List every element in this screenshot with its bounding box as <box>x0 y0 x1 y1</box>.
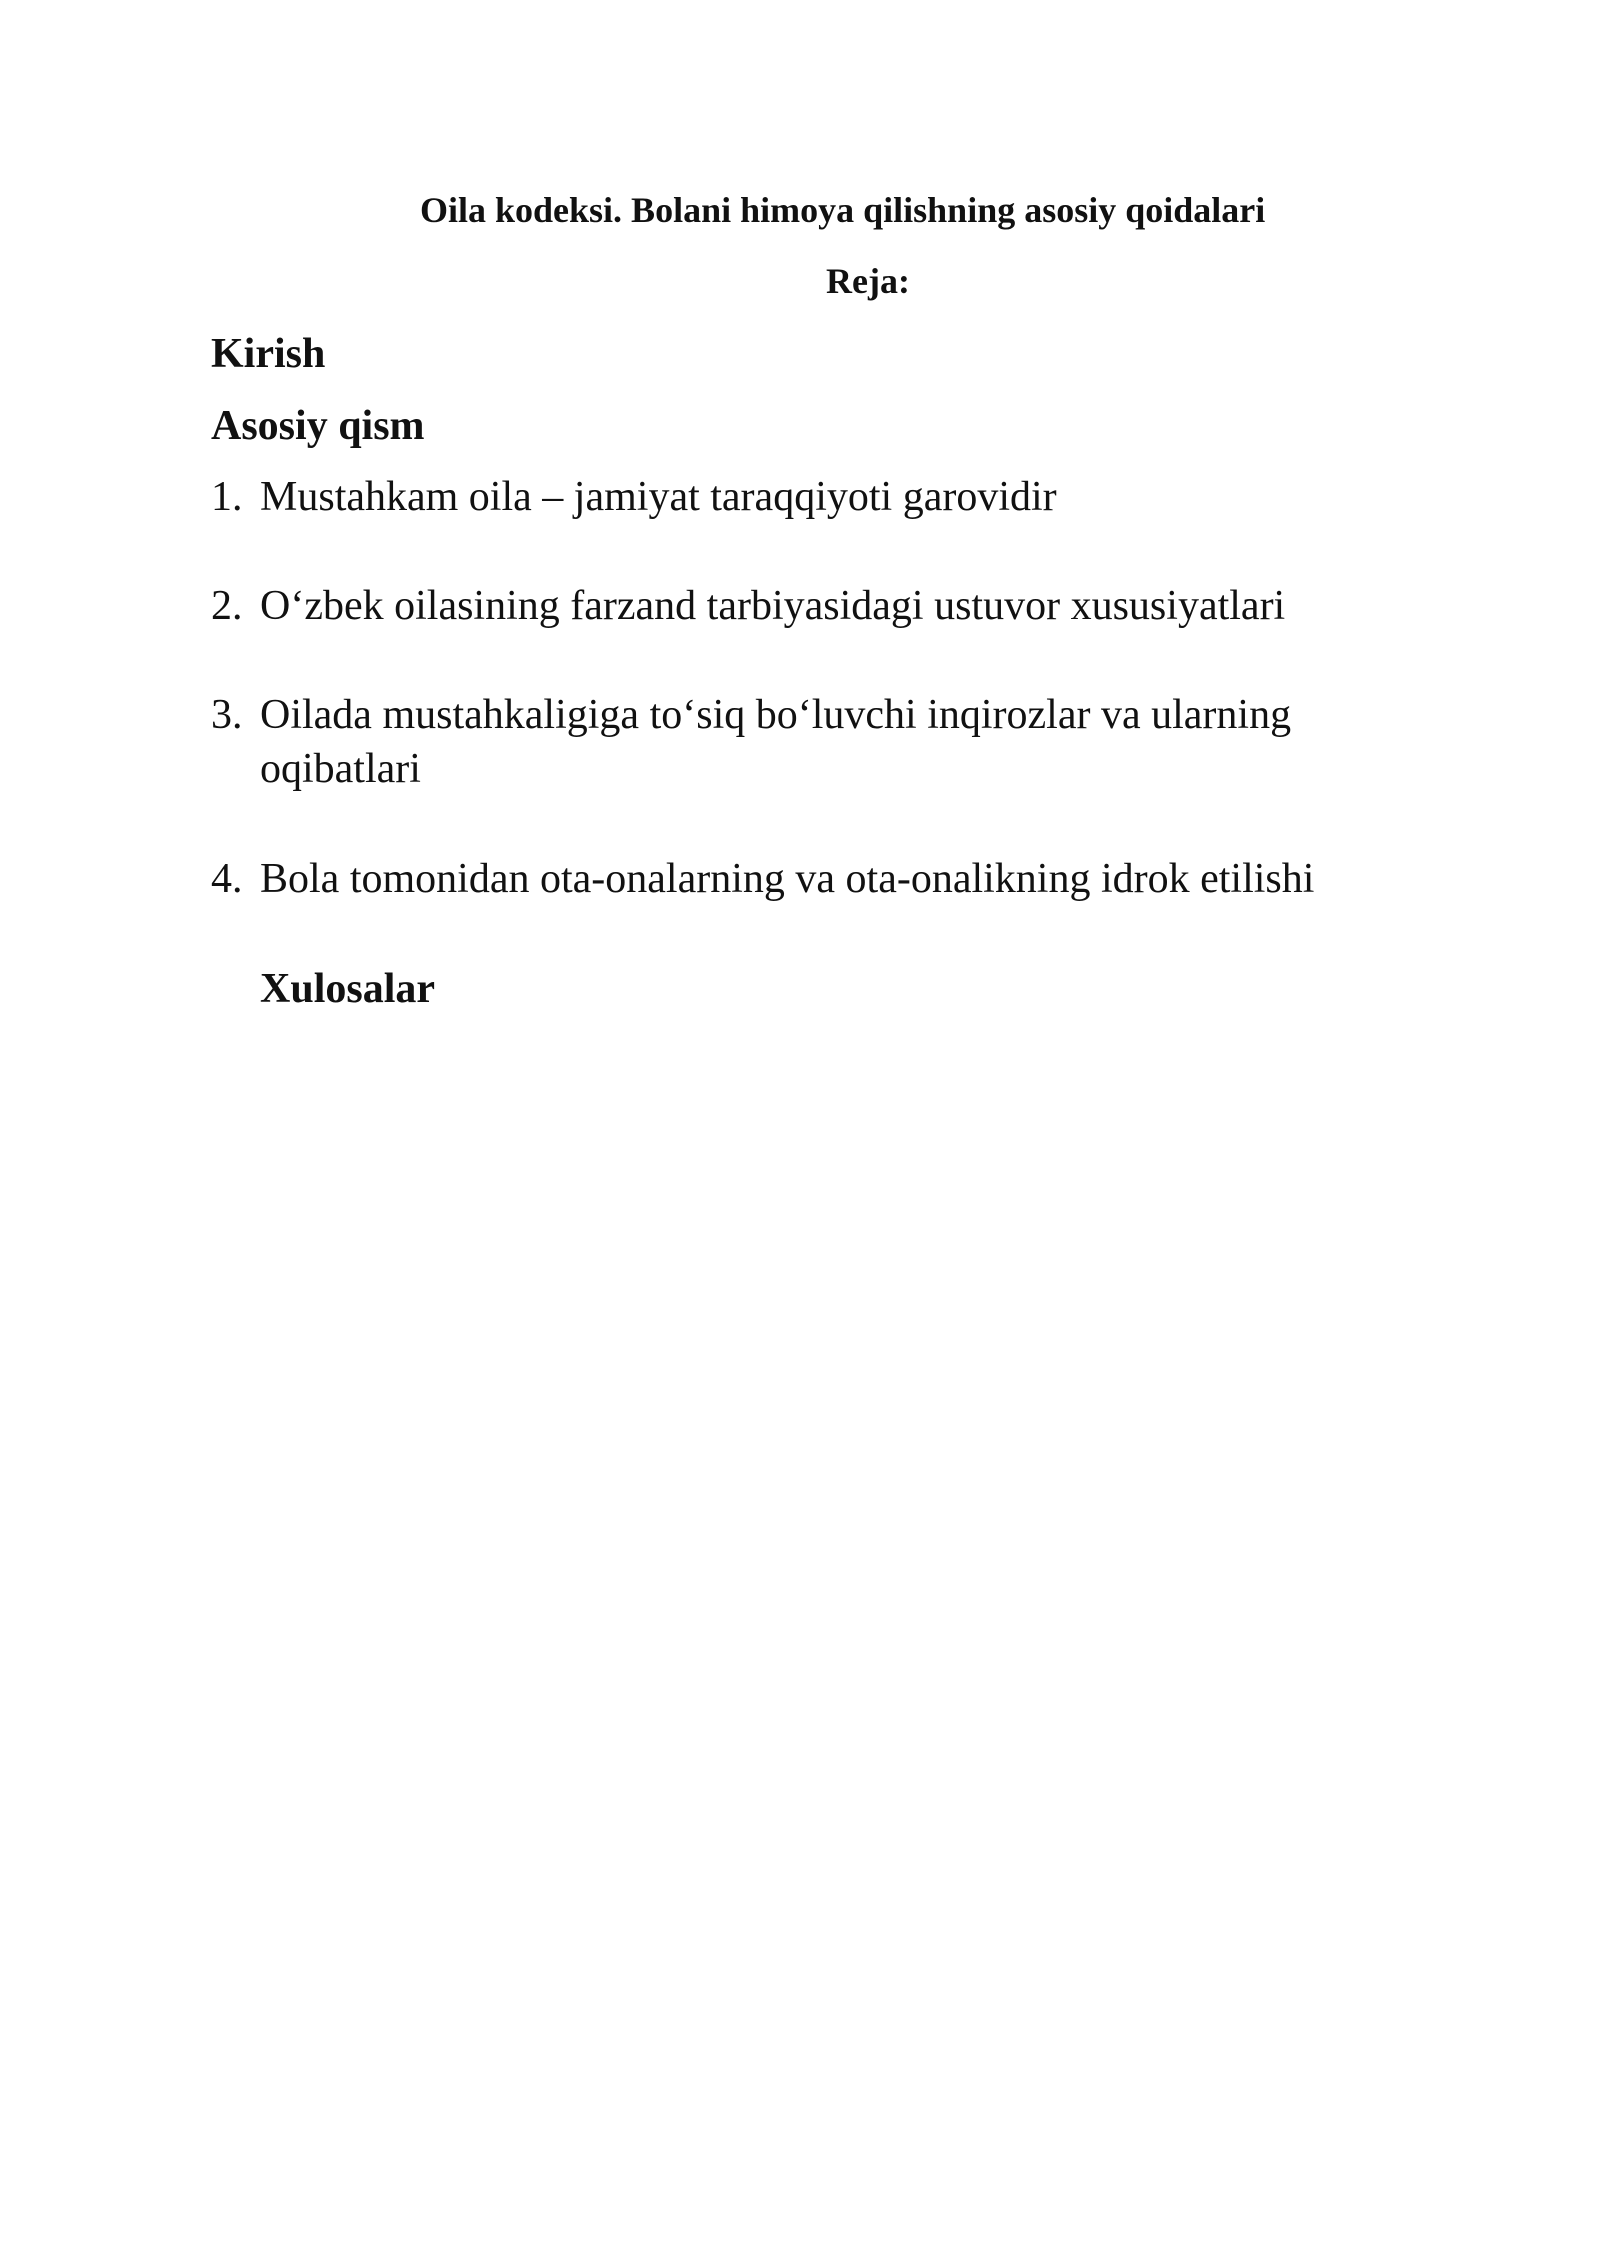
list-item-number: 3. <box>211 692 243 738</box>
section-main-heading: Asosiy qism <box>211 403 425 449</box>
section-conclusion-heading: Xulosalar <box>260 966 436 1012</box>
list-item-text: Bola tomonidan ota-onalarning va ota-onalikning idrok etilishi <box>260 856 1315 902</box>
list-item-number: 2. <box>211 583 243 629</box>
document-subtitle: Reja: <box>826 261 910 301</box>
list-item-text-continuation: oqibatlari <box>260 746 421 792</box>
list-item-number: 1. <box>211 474 243 520</box>
section-intro-heading: Kirish <box>211 331 326 377</box>
list-item-text: O‘zbek oilasining farzand tarbiyasidagi ustuvor xususiyatlari <box>260 583 1286 629</box>
list-item-text: Oilada mustahkaligiga to‘siq bo‘luvchi inqirozlar va ularning <box>260 692 1292 738</box>
list-item-number: 4. <box>211 856 243 902</box>
document-title: Oila kodeksi. Bolani himoya qilishning asosiy qoidalari <box>420 190 1266 230</box>
list-item-text: Mustahkam oila – jamiyat taraqqiyoti garovidir <box>260 474 1057 520</box>
